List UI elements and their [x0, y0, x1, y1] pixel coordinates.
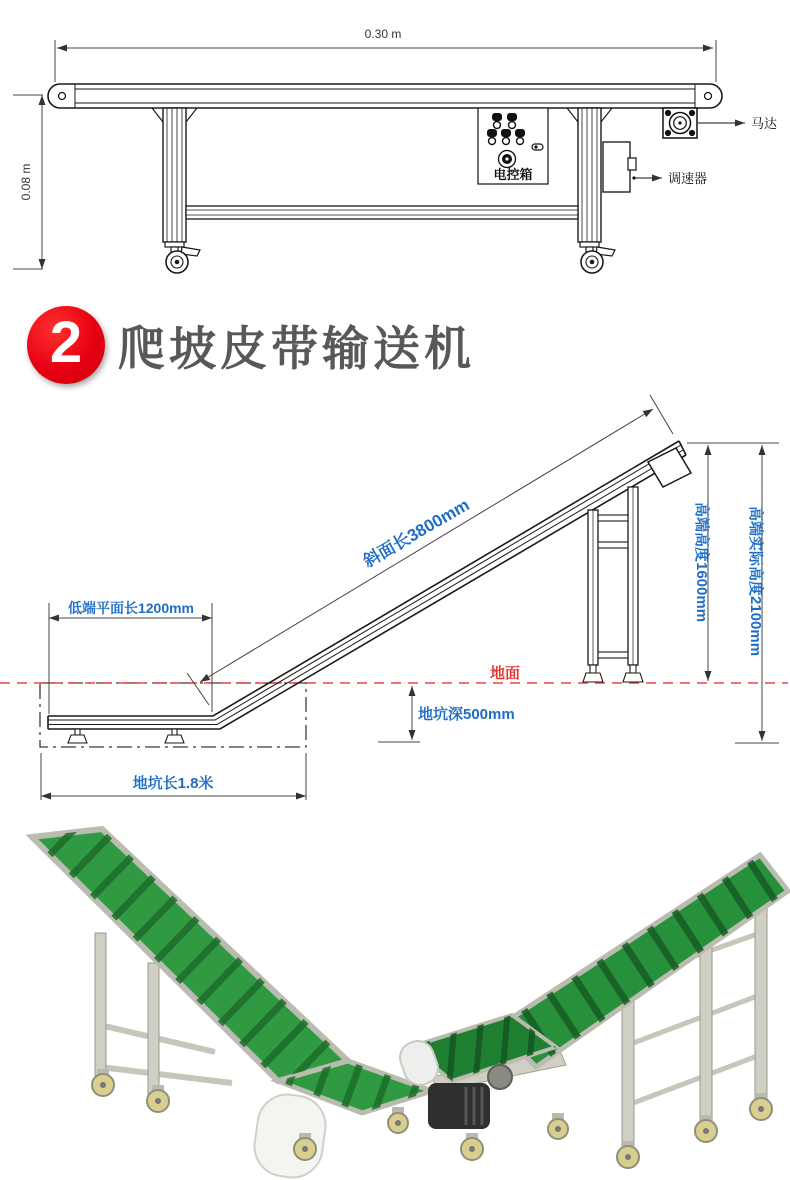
caster-hub [175, 260, 179, 264]
foot-pad [68, 735, 87, 743]
oblique-tick [187, 673, 209, 705]
caster-hub [155, 1098, 161, 1104]
pit-depth-label: 地坑深500mm [418, 706, 515, 723]
belt-end-cap [679, 441, 686, 455]
section-number: 2 [49, 310, 83, 375]
low-flat-dimension [49, 600, 212, 714]
foot-stem [630, 665, 636, 673]
caster-hub [100, 1082, 106, 1088]
caster-hub [395, 1120, 401, 1126]
gusset [152, 108, 163, 122]
high-end-dimensions [687, 443, 779, 743]
switch-icon [487, 129, 497, 137]
control-box [478, 108, 548, 184]
leg-post [700, 930, 712, 1122]
motor-label: 马达 [751, 116, 778, 131]
height-dimension-label: 0.08 m [19, 163, 33, 201]
motor-bolt [689, 110, 695, 116]
leg-column [163, 108, 186, 242]
length-dimension [55, 27, 716, 82]
leg-crossbar [598, 652, 628, 658]
roller-pin [59, 93, 66, 100]
speed-controller [603, 142, 707, 192]
caster-hub [469, 1146, 475, 1152]
foot-stem [75, 729, 80, 735]
gusset [567, 108, 578, 122]
left-leg [152, 108, 197, 242]
motor-bolt [665, 110, 671, 116]
length-dimension-label: 0.30 m [364, 27, 402, 41]
gearbox [488, 1065, 512, 1089]
foot-pad [165, 735, 184, 743]
leg-post [755, 905, 767, 1099]
leg-post [95, 933, 106, 1077]
high-end-actual-height-label: 高端实际高度2100mm [747, 505, 764, 657]
pit-feet [68, 729, 184, 743]
motor [663, 108, 777, 138]
switch-icon [492, 113, 502, 121]
gusset [601, 108, 612, 122]
pit-depth-dimension [378, 686, 515, 742]
leg-crossbar [598, 515, 628, 521]
leg-post [148, 963, 159, 1099]
caster-hub [590, 260, 594, 264]
foot-stem [172, 729, 177, 735]
support-leg [583, 487, 643, 682]
speed-controller-label: 调速器 [668, 171, 708, 186]
pit-length-label: 地坑长1.8米 [132, 775, 214, 792]
beam-outline [186, 206, 578, 219]
belt-line [48, 441, 679, 716]
switch-icon [515, 129, 525, 137]
knob-icon [505, 157, 508, 160]
pit-length-dimension [41, 753, 306, 800]
switch-icon [507, 113, 517, 121]
ground-label: 地面 [489, 665, 521, 682]
control-box-label: 电控箱 [493, 167, 533, 182]
foot-stem [590, 665, 596, 673]
dimension-line [200, 409, 653, 682]
caster-hub [302, 1146, 308, 1152]
conveyor-belt-body [48, 84, 722, 108]
belt-outline [48, 84, 722, 108]
caster-plate [580, 242, 599, 247]
right-caster [580, 242, 615, 273]
caster-hub [625, 1154, 631, 1160]
motor-shaft [678, 121, 681, 124]
roller-pin [705, 93, 712, 100]
leg-crossbar [598, 542, 628, 548]
controller-connector [628, 158, 636, 170]
high-end-height-label: 高端高度1600mm [693, 501, 710, 623]
controller-box [603, 142, 630, 192]
slope-length-label: 斜面长3800mm [359, 495, 473, 572]
section-title: 爬坡皮带输送机 [118, 321, 475, 375]
section-number-badge [27, 306, 105, 384]
foot-pad [623, 673, 643, 682]
switch-icon [501, 129, 511, 137]
oblique-tick [650, 395, 673, 434]
cross-beam [186, 206, 578, 219]
height-dimension [13, 95, 43, 269]
leg-column [578, 108, 601, 242]
caster-hub [703, 1128, 709, 1134]
product-photos [0, 815, 790, 1180]
motor-bolt [665, 130, 671, 136]
gusset [186, 108, 197, 122]
low-flat-length-label: 低端平面长1200mm [67, 600, 195, 616]
left-caster [165, 242, 200, 273]
indicator-icon [534, 145, 537, 148]
caster-plate [165, 242, 184, 247]
flat-conveyor-diagram [0, 0, 790, 300]
foot-pad [583, 673, 603, 682]
caster-hub [758, 1106, 764, 1112]
incline-conveyor-diagram [0, 390, 790, 810]
motor-bolt [689, 130, 695, 136]
caster-hub [555, 1126, 561, 1132]
